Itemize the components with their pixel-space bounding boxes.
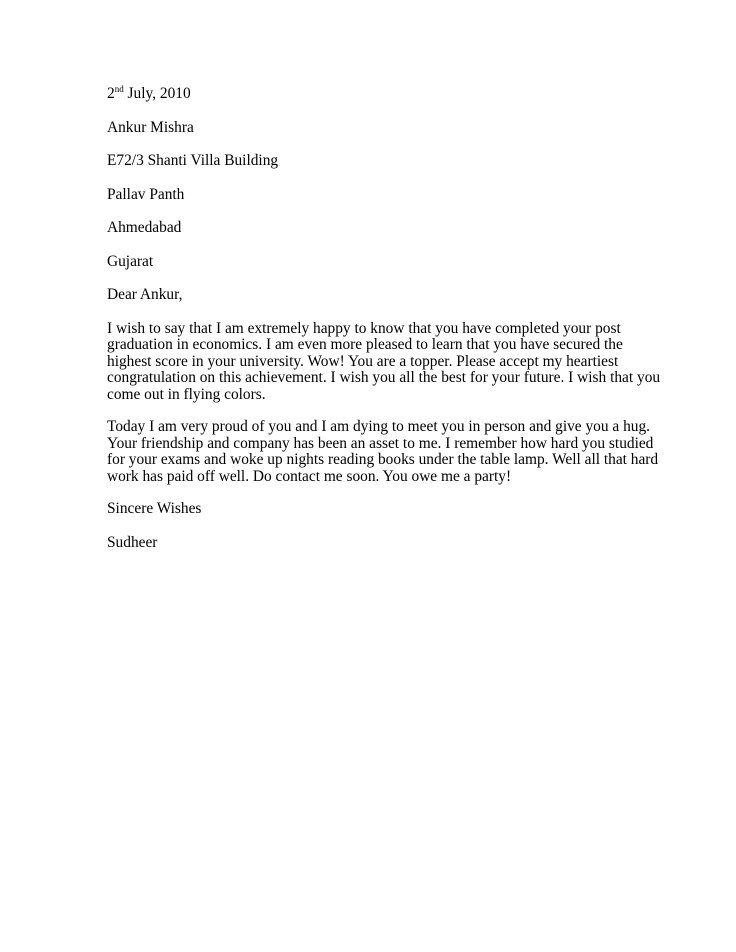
date-day: 2 [107,85,115,102]
letter-date [107,83,637,103]
address-state: Gujarat [107,252,154,270]
date-rest: July, 2010 [123,85,191,102]
date-suffix: nd [114,83,124,94]
address-line-1: E72/3 Shanti Villa Building [107,152,279,169]
address-city: Ahmedabad [107,219,182,236]
paragraph-line: for your exams and woke up nights reading books under the table lamp. Well all that hard [107,451,659,468]
recipient-name: Ankur Mishra [107,118,194,136]
paragraph-line: highest score in your university. Wow! You are a topper. Please accept my heartiest [107,352,619,370]
closing: Sincere Wishes [107,500,202,517]
paragraph-line: come out in flying colors. [107,385,266,403]
paragraph-line: work has paid off well. Do contact me soon. You owe me a party! [107,467,512,485]
paragraph-line: Your friendship and company has been an asset to me. I remember how hard you studied [107,434,654,452]
letter-body [107,83,661,568]
signature: Sudheer [107,533,158,551]
paragraph-line: I wish to say that I am extremely happy to know that you have completed your post [107,319,621,337]
paragraph-line: Today I am very proud of you and I am dying to meet you in person and give you a hug. [107,418,651,435]
salutation: Dear Ankur, [107,286,183,303]
paragraph-line: congratulation on this achievement. I wish you all the best for your future. I wish that you [107,369,661,386]
paragraph-friendship [107,418,659,485]
paragraph-line: graduation in economics. I am even more pleased to learn that you have secured the [107,336,623,353]
address-line-2: Pallav Panth [107,185,185,203]
paragraph-congratulations [107,319,661,404]
